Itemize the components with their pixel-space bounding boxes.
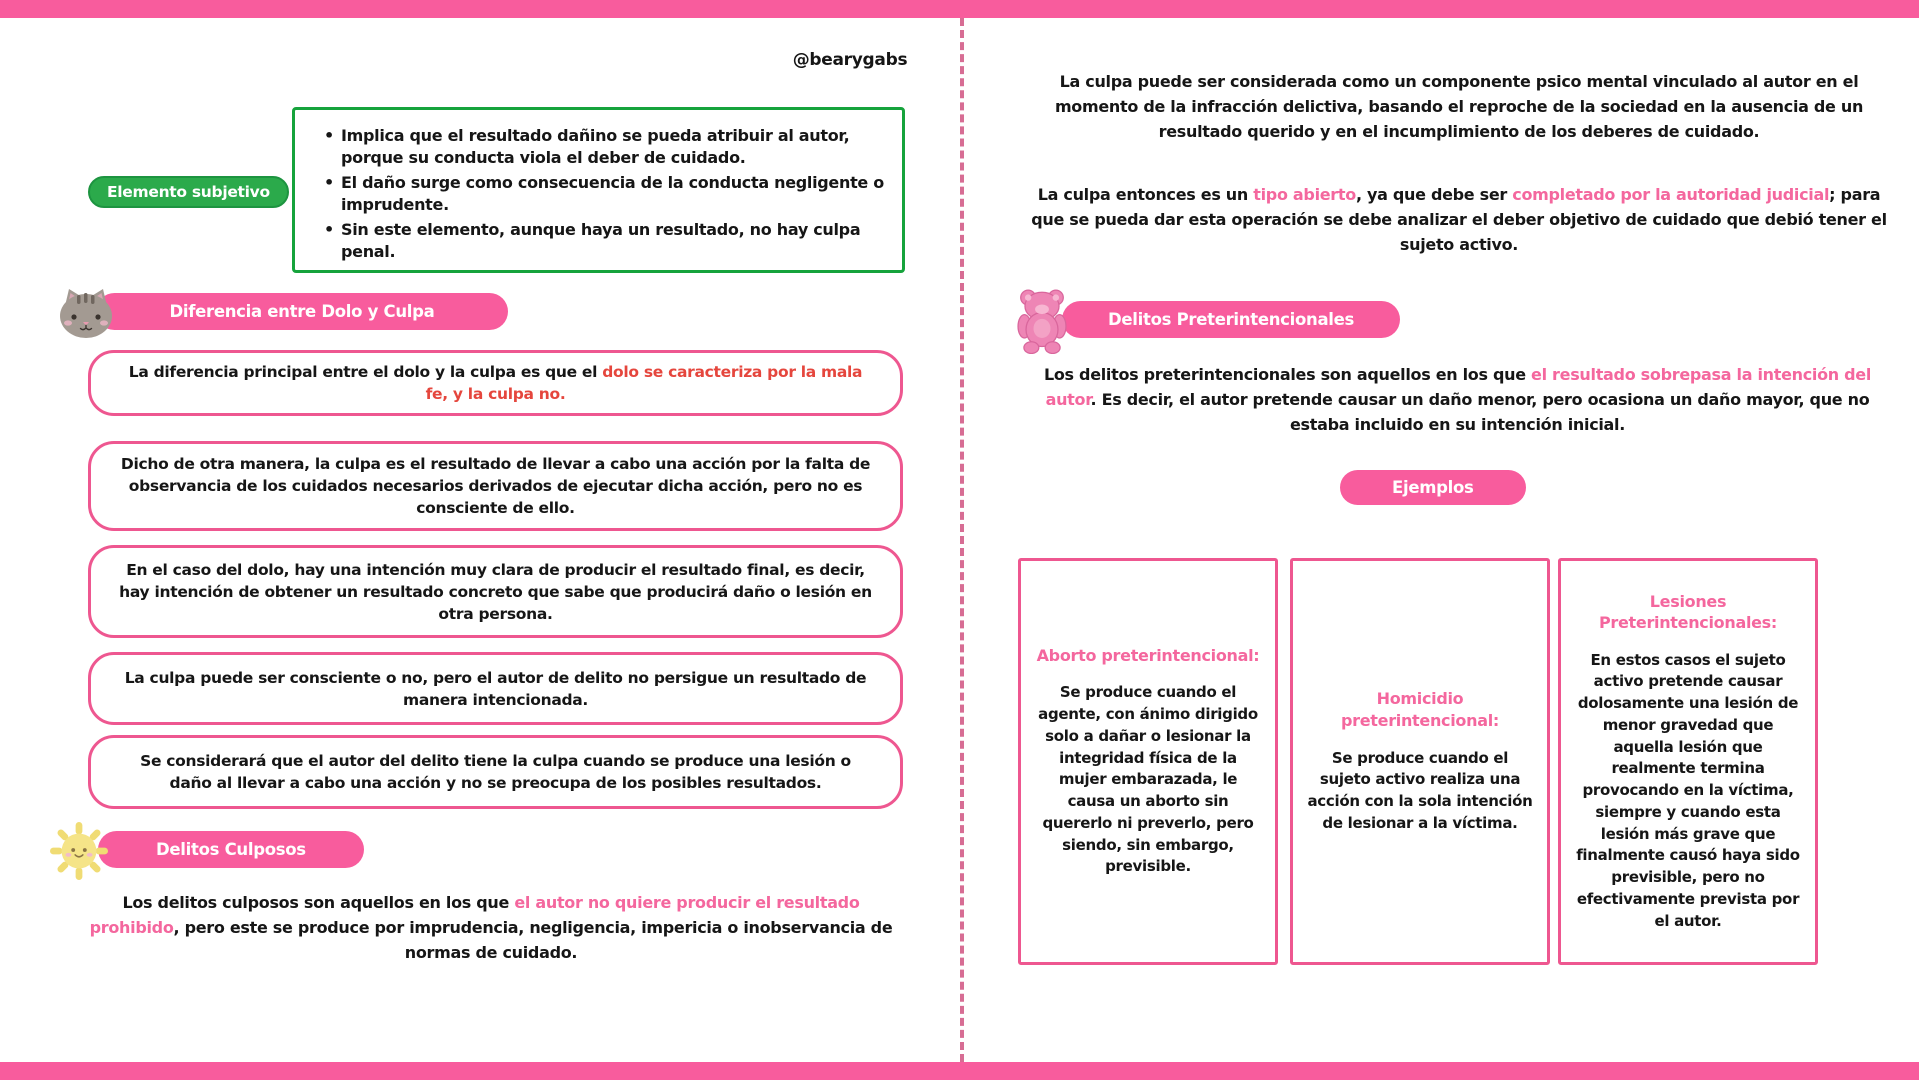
elemento-subjetivo-label: Elemento subjetivo bbox=[88, 176, 289, 208]
author-handle: @bearygabs bbox=[792, 50, 908, 70]
section-title-diferencia-dolo-culpa: Diferencia entre Dolo y Culpa bbox=[96, 293, 508, 330]
bullet-item: • Sin este elemento, aunque haya un resultado, no hay culpa penal. bbox=[321, 219, 884, 264]
example-title: Homicidio preterintencional: bbox=[1341, 689, 1499, 730]
note-text: Se considerará que el autor del delito tiene la culpa cuando se produce una lesión o daño al llevar a cabo una acción y no se preocupa de los posibles resultados. bbox=[140, 752, 851, 792]
top-border-bar bbox=[0, 0, 1919, 18]
note-text: La culpa puede ser consciente o no, pero el autor de delito no persigue un resultado de manera intencionada. bbox=[124, 668, 867, 709]
note-text: En el caso del dolo, hay una intención muy clara de producir el resultado final, es decir, hay intención de obtener un resultado concreto que sabe que producirá daño o lesión en otra persona. bbox=[119, 560, 872, 623]
bottom-border-bar bbox=[0, 1062, 1919, 1080]
tipo-abierto-paragraph bbox=[1028, 183, 1890, 257]
page-divider-dashed-line bbox=[960, 18, 964, 1062]
gummy-bear-icon bbox=[1014, 288, 1070, 354]
example-body: Se produce cuando el agente, con ánimo dirigido solo a dañar o lesionar la integridad física de la mujer embarazada, le causa un aborto sin quererlo ni preverlo, pero siendo, sin embargo, previsible. bbox=[1038, 683, 1258, 876]
sun-icon bbox=[50, 822, 108, 880]
bullet-item: • El daño surge como consecuencia de la conducta negligente o imprudente. bbox=[321, 172, 884, 217]
culpa-definition-paragraph: La culpa puede ser considerada como un componente psico mental vinculado al autor en el momento de la infracción delictiva, basando el reproche de la sociedad en la ausencia de un resultado querido y en el incumplimiento de los deberes de cuidado. bbox=[1054, 72, 1864, 141]
example-box-homicidio bbox=[1290, 558, 1550, 965]
bullet-item: • Implica que el resultado dañino se pueda atribuir al autor, porque su conducta viola el deber de cuidado. bbox=[321, 125, 884, 170]
note-box bbox=[88, 441, 903, 531]
paragraph-text: , ya que debe ser bbox=[1355, 185, 1513, 204]
paragraph-text: . Es decir, el autor pretende causar un daño menor, pero ocasiona un daño mayor, que no estaba incluido en su intención inicial. bbox=[1090, 389, 1870, 434]
note-text-highlight-red: dolo se caracteriza por la mala fe, y la culpa no. bbox=[425, 363, 863, 403]
paragraph-highlight: completado por la autoridad judicial bbox=[1512, 185, 1830, 204]
paragraph-text: Los delitos preterintencionales son aquellos en los que bbox=[1043, 365, 1532, 384]
section-title-delitos-culposos: Delitos Culposos bbox=[98, 831, 364, 868]
bullet-list bbox=[321, 125, 884, 263]
note-text bbox=[117, 361, 874, 405]
ejemplos-label: Ejemplos bbox=[1340, 470, 1526, 505]
paragraph-text: , pero este se produce por imprudencia, negligencia, impericia o inobservancia de normas de cuidado. bbox=[173, 917, 893, 962]
note-box bbox=[88, 735, 903, 809]
note-text-plain: La diferencia principal entre el dolo y la culpa es que el bbox=[128, 363, 603, 381]
paragraph-highlight: el autor no quiere producir el resultado prohibido bbox=[89, 893, 860, 937]
paragraph-text: Los delitos culposos son aquellos en los que bbox=[122, 893, 515, 912]
example-title: Aborto preterintencional: bbox=[1036, 645, 1260, 665]
example-title: Lesiones Preterintencionales: bbox=[1598, 591, 1778, 633]
elemento-subjetivo-box bbox=[292, 107, 905, 273]
cat-icon bbox=[56, 286, 116, 340]
section-title-delitos-preterintencionales: Delitos Preterintencionales bbox=[1062, 301, 1400, 338]
example-box-lesiones bbox=[1558, 558, 1818, 965]
note-box bbox=[88, 652, 903, 725]
culposos-paragraph bbox=[75, 891, 907, 965]
preterintencionales-paragraph bbox=[1025, 363, 1890, 437]
note-box bbox=[88, 350, 903, 416]
note-text: Dicho de otra manera, la culpa es el resultado de llevar a cabo una acción por la falta de observancia de los cuidados necesarios derivados de ejecutar dicha acción, pero no es consciente de ello. bbox=[120, 455, 871, 517]
paragraph-highlight: el resultado sobrepasa la intención del autor bbox=[1045, 365, 1872, 409]
paragraph-highlight: tipo abierto bbox=[1253, 185, 1356, 204]
note-box bbox=[88, 545, 903, 638]
paragraph-text: ; para que se pueda dar esta operación se debe analizar el deber objetivo de cuidado que debió tener el sujeto activo. bbox=[1031, 185, 1887, 254]
example-body: Se produce cuando el sujeto activo realiza una acción con la sola intención de lesionar a la víctima. bbox=[1307, 748, 1533, 832]
example-body: En estos casos el sujeto activo pretende causar dolosamente una lesión de menor gravedad que aquella lesión que realmente termina provocando en la víctima, siempre y cuando esta lesión más grave que finalmente causó haya sido previsible, pero no efectivamente prevista por el autor. bbox=[1576, 650, 1800, 930]
example-box-aborto bbox=[1018, 558, 1278, 965]
paragraph-text: La culpa entonces es un bbox=[1037, 185, 1254, 204]
